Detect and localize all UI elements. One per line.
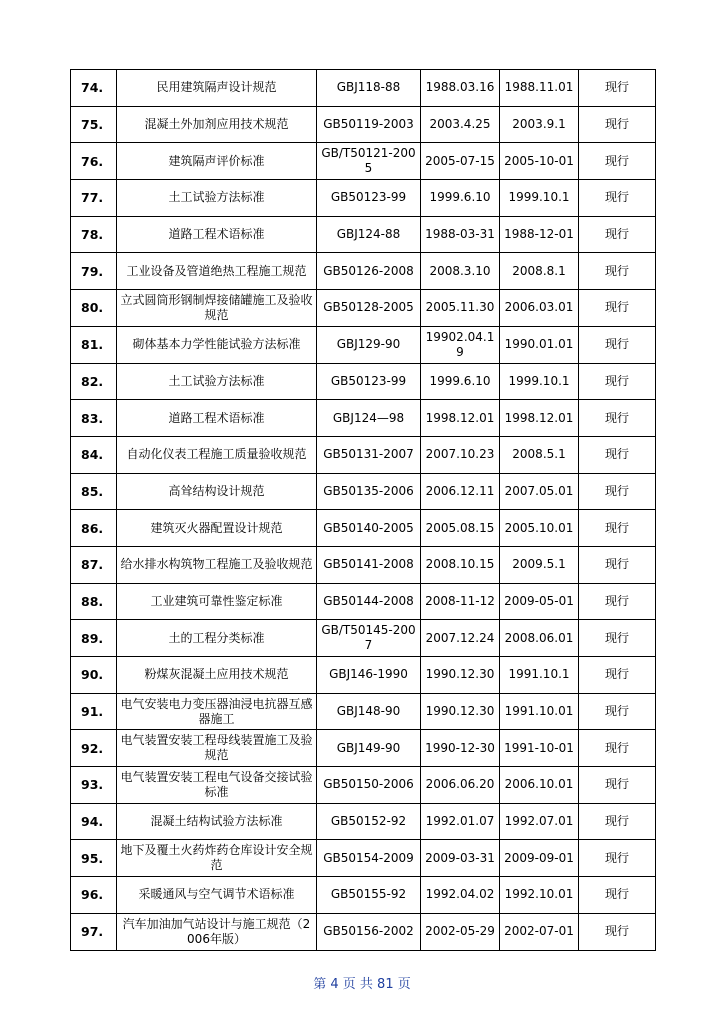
issue-date: 1990.12.30	[421, 657, 500, 694]
status: 现行	[579, 767, 656, 804]
issue-date: 1992.04.02	[421, 877, 500, 914]
effective-date: 1999.10.1	[500, 180, 579, 217]
issue-date: 1999.6.10	[421, 180, 500, 217]
issue-date: 2002-05-29	[421, 913, 500, 950]
row-number: 74.	[71, 70, 117, 107]
standard-code: GBJ149-90	[317, 730, 421, 767]
table-row	[71, 803, 656, 840]
standard-code: GBJ124—98	[317, 400, 421, 437]
issue-date: 2009-03-31	[421, 840, 500, 877]
effective-date: 2009-05-01	[500, 583, 579, 620]
effective-date: 2005.10.01	[500, 510, 579, 547]
effective-date: 1992.10.01	[500, 877, 579, 914]
standard-name: 地下及覆土火药炸药仓库设计安全规范	[117, 840, 317, 877]
issue-date: 2005.11.30	[421, 290, 500, 327]
standard-name: 电气装置安装工程母线装置施工及验规范	[117, 730, 317, 767]
effective-date: 1988.11.01	[500, 70, 579, 107]
standard-code: GB50155-92	[317, 877, 421, 914]
status: 现行	[579, 620, 656, 657]
table-row	[71, 693, 656, 730]
issue-date: 1990-12-30	[421, 730, 500, 767]
status: 现行	[579, 583, 656, 620]
effective-date: 1990.01.01	[500, 326, 579, 363]
status: 现行	[579, 840, 656, 877]
standard-name: 建筑灭火器配置设计规范	[117, 510, 317, 547]
standards-table	[70, 69, 656, 951]
row-number: 93.	[71, 767, 117, 804]
table-row	[71, 363, 656, 400]
standard-code: GBJ129-90	[317, 326, 421, 363]
row-number: 87.	[71, 546, 117, 583]
row-number: 88.	[71, 583, 117, 620]
standard-name: 土的工程分类标准	[117, 620, 317, 657]
row-number: 96.	[71, 877, 117, 914]
issue-date: 19902.04.19	[421, 326, 500, 363]
standard-name: 土工试验方法标准	[117, 180, 317, 217]
table-row	[71, 583, 656, 620]
standard-name: 砌体基本力学性能试验方法标准	[117, 326, 317, 363]
table-row	[71, 620, 656, 657]
status: 现行	[579, 253, 656, 290]
issue-date: 2006.12.11	[421, 473, 500, 510]
table-row	[71, 180, 656, 217]
status: 现行	[579, 143, 656, 180]
standard-code: GB50156-2002	[317, 913, 421, 950]
effective-date: 1999.10.1	[500, 363, 579, 400]
standard-name: 采暖通风与空气调节术语标准	[117, 877, 317, 914]
table-row	[71, 400, 656, 437]
effective-date: 1991.10.1	[500, 657, 579, 694]
issue-date: 1992.01.07	[421, 803, 500, 840]
row-number: 82.	[71, 363, 117, 400]
table-row	[71, 436, 656, 473]
status: 现行	[579, 326, 656, 363]
status: 现行	[579, 70, 656, 107]
table-row	[71, 70, 656, 107]
table-row	[71, 216, 656, 253]
standard-code: GBJ146-1990	[317, 657, 421, 694]
row-number: 80.	[71, 290, 117, 327]
status: 现行	[579, 657, 656, 694]
effective-date: 2009.5.1	[500, 546, 579, 583]
table-row	[71, 730, 656, 767]
standard-code: GB50150-2006	[317, 767, 421, 804]
issue-date: 2003.4.25	[421, 106, 500, 143]
row-number: 79.	[71, 253, 117, 290]
row-number: 85.	[71, 473, 117, 510]
page-footer: 第 4 页 共 81 页	[313, 977, 411, 992]
row-number: 75.	[71, 106, 117, 143]
issue-date: 2005-07-15	[421, 143, 500, 180]
effective-date: 1998.12.01	[500, 400, 579, 437]
status: 现行	[579, 803, 656, 840]
status: 现行	[579, 510, 656, 547]
standard-code: GB50152-92	[317, 803, 421, 840]
status: 现行	[579, 877, 656, 914]
issue-date: 1998.12.01	[421, 400, 500, 437]
standard-code: GB50141-2008	[317, 546, 421, 583]
standard-name: 立式圆筒形钢制焊接储罐施工及验收规范	[117, 290, 317, 327]
issue-date: 2007.10.23	[421, 436, 500, 473]
standard-name: 电气安装电力变压器油浸电抗器互感器施工	[117, 693, 317, 730]
issue-date: 1988.03.16	[421, 70, 500, 107]
standard-name: 粉煤灰混凝土应用技术规范	[117, 657, 317, 694]
row-number: 77.	[71, 180, 117, 217]
status: 现行	[579, 693, 656, 730]
standard-name: 民用建筑隔声设计规范	[117, 70, 317, 107]
row-number: 95.	[71, 840, 117, 877]
standard-name: 自动化仪表工程施工质量验收规范	[117, 436, 317, 473]
standard-name: 道路工程术语标准	[117, 400, 317, 437]
standard-code: GB/T50121-2005	[317, 143, 421, 180]
effective-date: 2006.03.01	[500, 290, 579, 327]
issue-date: 2005.08.15	[421, 510, 500, 547]
standard-name: 工业建筑可靠性鉴定标准	[117, 583, 317, 620]
standard-name: 工业设备及管道绝热工程施工规范	[117, 253, 317, 290]
standard-name: 混凝土结构试验方法标准	[117, 803, 317, 840]
issue-date: 1988-03-31	[421, 216, 500, 253]
effective-date: 1991.10.01	[500, 693, 579, 730]
effective-date: 2008.06.01	[500, 620, 579, 657]
table-row	[71, 106, 656, 143]
table-row	[71, 546, 656, 583]
status: 现行	[579, 473, 656, 510]
standard-code: GB50154-2009	[317, 840, 421, 877]
table-row	[71, 840, 656, 877]
standard-name: 电气装置安装工程电气设备交接试验标准	[117, 767, 317, 804]
table-row	[71, 290, 656, 327]
standard-code: GB50123-99	[317, 180, 421, 217]
issue-date: 2008.3.10	[421, 253, 500, 290]
status: 现行	[579, 106, 656, 143]
status: 现行	[579, 546, 656, 583]
status: 现行	[579, 400, 656, 437]
standard-code: GB50140-2005	[317, 510, 421, 547]
standard-code: GB50126-2008	[317, 253, 421, 290]
row-number: 84.	[71, 436, 117, 473]
row-number: 86.	[71, 510, 117, 547]
status: 现行	[579, 913, 656, 950]
status: 现行	[579, 216, 656, 253]
table-row	[71, 913, 656, 950]
effective-date: 1991-10-01	[500, 730, 579, 767]
standard-code: GB/T50145-2007	[317, 620, 421, 657]
status: 现行	[579, 363, 656, 400]
standard-code: GB50119-2003	[317, 106, 421, 143]
standard-name: 道路工程术语标准	[117, 216, 317, 253]
row-number: 81.	[71, 326, 117, 363]
effective-date: 2002-07-01	[500, 913, 579, 950]
row-number: 83.	[71, 400, 117, 437]
standard-code: GB50123-99	[317, 363, 421, 400]
standard-name: 汽车加油加气站设计与施工规范（2006年版）	[117, 913, 317, 950]
row-number: 91.	[71, 693, 117, 730]
effective-date: 2003.9.1	[500, 106, 579, 143]
standard-code: GB50128-2005	[317, 290, 421, 327]
row-number: 78.	[71, 216, 117, 253]
effective-date: 1988-12-01	[500, 216, 579, 253]
standard-name: 土工试验方法标准	[117, 363, 317, 400]
standard-code: GBJ118-88	[317, 70, 421, 107]
row-number: 94.	[71, 803, 117, 840]
issue-date: 2006.06.20	[421, 767, 500, 804]
table-row	[71, 253, 656, 290]
effective-date: 2006.10.01	[500, 767, 579, 804]
effective-date: 2009-09-01	[500, 840, 579, 877]
standard-name: 高耸结构设计规范	[117, 473, 317, 510]
row-number: 89.	[71, 620, 117, 657]
standard-code: GBJ148-90	[317, 693, 421, 730]
standard-name: 给水排水构筑物工程施工及验收规范	[117, 546, 317, 583]
issue-date: 1999.6.10	[421, 363, 500, 400]
standard-code: GB50131-2007	[317, 436, 421, 473]
table-row	[71, 510, 656, 547]
standard-code: GBJ124-88	[317, 216, 421, 253]
effective-date: 2008.8.1	[500, 253, 579, 290]
status: 现行	[579, 180, 656, 217]
standard-code: GB50144-2008	[317, 583, 421, 620]
table-row	[71, 877, 656, 914]
row-number: 90.	[71, 657, 117, 694]
status: 现行	[579, 290, 656, 327]
status: 现行	[579, 436, 656, 473]
standard-code: GB50135-2006	[317, 473, 421, 510]
effective-date: 1992.07.01	[500, 803, 579, 840]
issue-date: 2008-11-12	[421, 583, 500, 620]
standard-name: 建筑隔声评价标准	[117, 143, 317, 180]
table-row	[71, 473, 656, 510]
issue-date: 1990.12.30	[421, 693, 500, 730]
issue-date: 2007.12.24	[421, 620, 500, 657]
effective-date: 2008.5.1	[500, 436, 579, 473]
standard-name: 混凝土外加剂应用技术规范	[117, 106, 317, 143]
table-row	[71, 143, 656, 180]
issue-date: 2008.10.15	[421, 546, 500, 583]
row-number: 92.	[71, 730, 117, 767]
row-number: 76.	[71, 143, 117, 180]
table-row	[71, 767, 656, 804]
effective-date: 2007.05.01	[500, 473, 579, 510]
status: 现行	[579, 730, 656, 767]
effective-date: 2005-10-01	[500, 143, 579, 180]
table-row	[71, 326, 656, 363]
row-number: 97.	[71, 913, 117, 950]
table-row	[71, 657, 656, 694]
